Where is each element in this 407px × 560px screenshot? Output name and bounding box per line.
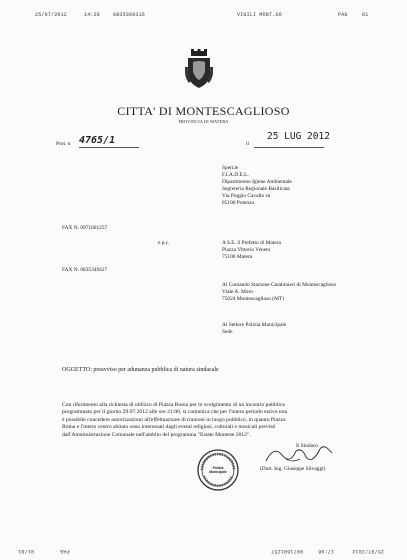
fax-number-fiadel: FAX N. 0971601257 <box>62 225 108 231</box>
date-prefix: li <box>246 141 249 147</box>
recipient-line: Segreteria Regionale Basilicata <box>222 186 290 192</box>
recipient-line: Al Comando Stazione Carabinieri di Montescaglioso <box>222 282 337 288</box>
fax-header-page-number: 01 <box>362 12 369 18</box>
signature-name: (Dott. Ing. Giuseppe Silvaggi) <box>260 466 326 472</box>
recipient-line: Dipartimento Igiene Ambientale <box>222 179 292 185</box>
handwritten-signature-icon <box>262 441 342 469</box>
fax-footer-page-number: 01/01 <box>18 548 35 554</box>
recipient-line: Piazza Vittorio Veneto <box>222 247 271 253</box>
stamp-text: Polizia Municipale <box>209 466 227 474</box>
province-subtitle: PROVINCIA DI MATERA <box>178 119 229 124</box>
fax-footer-date: 25/07/2012 <box>352 548 385 554</box>
recipient-line: 75024 Montescaglioso (MT) <box>222 296 284 302</box>
recipient-line: Via Poggio Cavallo sn <box>222 193 271 199</box>
fax-number-prefetto: FAX N. 0835349427 <box>62 267 108 273</box>
cc-prefix: e p.c. <box>158 240 170 246</box>
body-line: è possibile concedere autorizzazioni all'effettuazione di riunioni in luogo pubblico, in quanto Piazza <box>62 416 286 423</box>
recipient-line: Sede <box>222 329 233 335</box>
recipient-carabinieri <box>222 282 336 303</box>
fax-header-sender: VIGILI MONT.SO <box>237 12 282 18</box>
subject-line <box>62 367 219 374</box>
fax-header-page-label: PAG <box>338 12 348 18</box>
date-stamp: 25 LUG 2012 <box>267 131 330 142</box>
fax-header-date: 25/07/2012 <box>35 12 68 18</box>
recipient-polizia <box>222 322 286 336</box>
fax-header-number: 0835389316 <box>113 12 146 18</box>
signature-title: Il Sindaco <box>296 443 319 449</box>
subject-label: OGGETTO <box>62 367 91 373</box>
recipient-line: Al Settore Polizia Municipale <box>222 322 287 328</box>
body-line: programmato per il giorno 29.07.2012 alle ore 21:00, si comunica che per l'intero periodo estivo non <box>62 409 288 416</box>
coat-of-arms-icon <box>185 49 213 89</box>
fax-footer-time: 17:06 <box>318 548 335 554</box>
date-underline <box>254 147 324 148</box>
fax-header-time: 14:28 <box>84 12 101 18</box>
recipient-line: 75100 Matera <box>222 254 253 260</box>
body-line: dall'Amministrazione Comunale nell'ambito del programma "Estate Montese 2012". <box>62 431 251 438</box>
recipient-line: 85100 Potenza <box>222 200 254 206</box>
recipient-fiadel <box>222 165 292 207</box>
city-title: CITTA' DI MONTESCAGLIOSO <box>117 104 290 118</box>
recipient-prefetto <box>222 240 281 261</box>
recipient-line: A S.E. il Prefetto di Matera <box>222 240 281 246</box>
body-line: Con riferimento alla richiesta di utilizzo di Piazza Roma per lo svolgimento di un incontro pubblico <box>62 402 286 408</box>
letter-body <box>62 402 392 439</box>
fax-footer-number: 0971601257 <box>271 548 304 554</box>
protocol-underline <box>79 147 139 148</box>
recipient-line: Spett.le <box>222 165 239 171</box>
protocol-label: Prot. n <box>56 141 71 147</box>
fax-footer-page-label: PAG <box>60 548 70 554</box>
protocol-number: 4765/1 <box>79 135 116 146</box>
recipient-line: Viale A. Moro <box>222 289 253 295</box>
subject-text: : preavviso per adunanza pubblica di natura sindacale <box>90 367 219 373</box>
recipient-line: F.I.A.D.E.L. <box>222 172 249 178</box>
body-line: Roma e l'intero centro abitato sono interessati dagli eventi religiosi, culturali e musicali previsti <box>62 424 276 431</box>
